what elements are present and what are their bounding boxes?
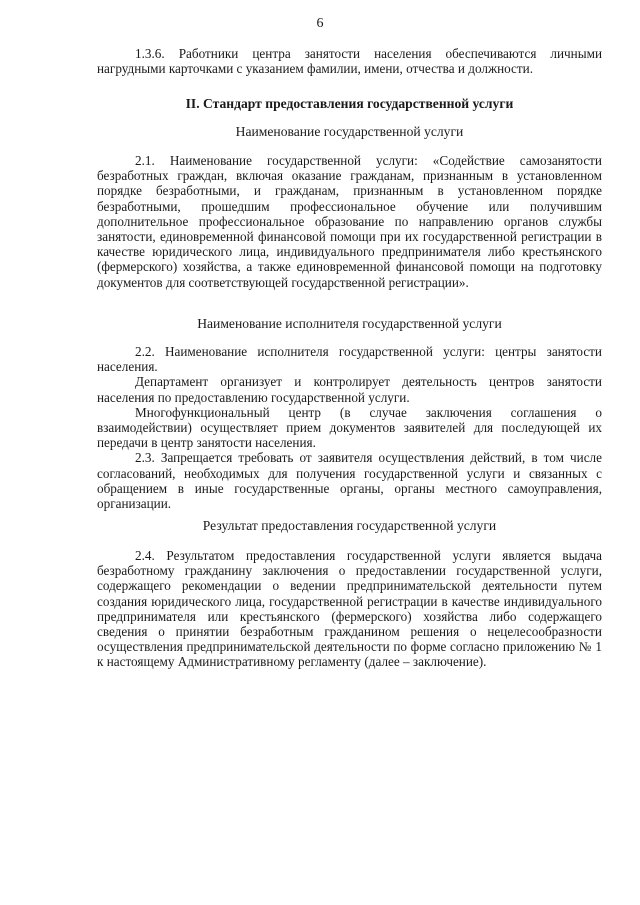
paragraph-2-2: 2.2. Наименование исполнителя государственной услуги: центры занятости населения. xyxy=(97,344,602,375)
paragraph-1-3-6 xyxy=(97,46,602,76)
paragraph-2-1-text: 2.1. Наименование государственной услуги: «Содействие самозанятости безработных граждан, включая оказание гражданам, признанным в установленном порядке безработными, и гражданам, признанным в установленном порядке безработными, прошедшим профессиональное обучение или получившим дополнительное профессиональное образование по направлению органов службы занятости, единовременной финансовой помощи при их государственной регистрации в качестве юридического лица, индивидуального предпринимателя либо крестьянского (фермерского) хозяйства, а также единовременной финансовой помощи на подготовку документов для соответствующей государственной регистрации». xyxy=(97,153,602,290)
paragraph-2-4-text: 2.4. Результатом предоставления государственной услуги является выдача безработному гражданину заключения о предоставлении государственной услуги, содержащего рекомендации о ведении предпринимательской деятельности путем создания юридического лица, государственной регистрации в качестве индивидуального предпринимателя или крестьянского (фермерского) хозяйства либо содержащего сведения о принятии безработным гражданином решения о нецелесообразности осуществления предпринимательской деятельности по форме согласно приложению № 1 к настоящему Административному регламенту (далее – заключение). xyxy=(97,548,602,670)
heading-service-name: Наименование государственной услуги xyxy=(235,124,464,139)
paragraph-2-1 xyxy=(97,153,602,290)
heading-executor: Наименование исполнителя государственной услуги xyxy=(197,316,502,331)
paragraph-1-3-6-text: 1.3.6. Работники центра занятости населения обеспечиваются личными нагрудными карточками с указанием фамилии, имени, отчества и должности. xyxy=(97,46,602,77)
section-title: II. Стандарт предоставления государственной услуги xyxy=(185,96,514,111)
heading-result: Результат предоставления государственной услуги xyxy=(202,518,497,533)
block-2-2 xyxy=(97,344,602,511)
paragraph-2-4 xyxy=(97,548,602,670)
paragraph-mfc: Многофункциональный центр (в случае заключения соглашения о взаимодействии) осуществляет прием документов заявителей для последующей их передачи в центр занятости населения. xyxy=(97,404,602,451)
paragraph-2-3: 2.3. Запрещается требовать от заявителя осуществления действий, в том числе согласований, необходимых для получения государственной услуги и связанных с обращением в иные государственные органы, органы местного самоуправления, организации. xyxy=(97,450,602,512)
page-number: 6 xyxy=(316,16,324,31)
paragraph-department: Департамент организует и контролирует деятельность центров занятости населения по предоставлению государственной услуги. xyxy=(97,374,602,405)
